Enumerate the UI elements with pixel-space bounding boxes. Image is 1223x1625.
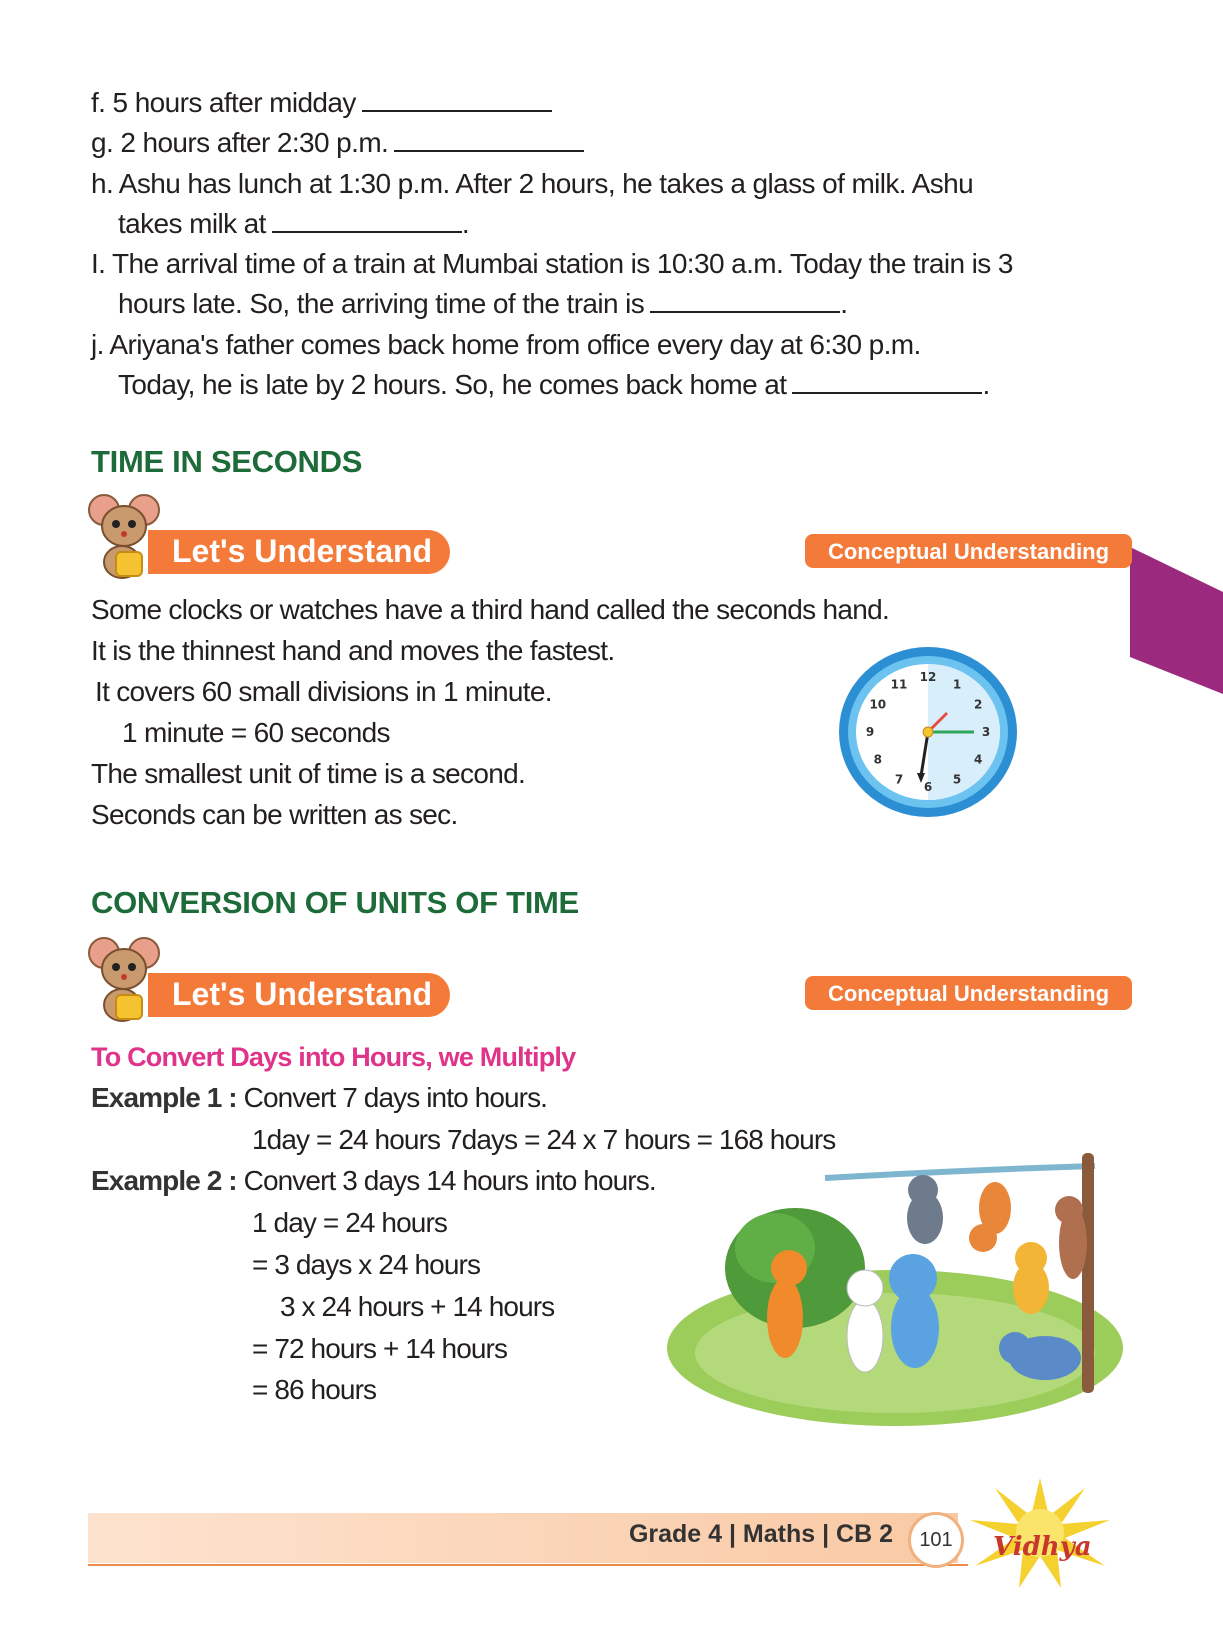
side-tab-shape	[1130, 547, 1223, 694]
seconds-line-5: The smallest unit of time is a second.	[91, 758, 526, 789]
clock-numeral: 1	[952, 677, 962, 692]
playing-cats-illustration	[665, 1148, 1125, 1430]
answer-blank-h[interactable]	[272, 203, 462, 233]
clock-numeral: 2	[974, 697, 983, 712]
clock-numeral: 9	[865, 725, 875, 739]
answer-blank-f[interactable]	[362, 82, 552, 112]
example-1-line-2: 1day = 24 hours 7days = 24 x 7 hours = 168 hours	[252, 1124, 836, 1155]
example-2-label: Example 2 :	[91, 1165, 237, 1196]
lets-understand-label: Let's Understand	[172, 533, 433, 569]
conceptual-understanding-tag	[805, 534, 1132, 568]
example-2-line-6: = 86 hours	[252, 1374, 377, 1405]
example-1-label: Example 1 :	[91, 1082, 237, 1113]
seconds-line-1: Some clocks or watches have a third hand called the seconds hand.	[91, 594, 890, 625]
answer-blank-g[interactable]	[394, 122, 584, 152]
convert-days-subheading: To Convert Days into Hours, we Multiply	[91, 1042, 576, 1072]
clock-numeral: 8	[873, 752, 882, 767]
question-f-text: f. 5 hours after midday	[91, 87, 356, 118]
footer-grade-subject: Grade 4 | Maths | CB 2	[628, 1520, 893, 1548]
question-i-line2: hours late. So, the arriving time of the train is	[118, 288, 645, 319]
footer-divider	[88, 1564, 968, 1566]
lets-understand-pill	[148, 530, 450, 574]
example-1-line-1: Convert 7 days into hours.	[243, 1082, 548, 1113]
seconds-line-2: It is the thinnest hand and moves the fastest.	[91, 635, 615, 666]
seconds-line-3: It covers 60 small divisions in 1 minute.	[95, 676, 552, 707]
lets-understand-pill-2	[148, 973, 450, 1017]
question-f	[91, 82, 552, 124]
clock-numeral: 6	[923, 780, 933, 794]
page-number: 101	[908, 1512, 964, 1568]
answer-blank-j[interactable]	[792, 364, 982, 394]
conceptual-understanding-tag-2	[805, 976, 1132, 1010]
question-i-cont: hours late. So, the arriving time of the train is .	[118, 283, 847, 325]
seconds-line-4: 1 minute = 60 seconds	[122, 717, 390, 748]
example-1-row	[91, 1082, 547, 1114]
clock-numeral: 4	[974, 752, 983, 767]
question-h	[91, 163, 973, 205]
example-2-line-1: Convert 3 days 14 hours into hours.	[243, 1165, 656, 1196]
section-heading-conversion: CONVERSION OF UNITS OF TIME	[91, 885, 579, 920]
section-heading-time-in-seconds: TIME IN SECONDS	[91, 444, 363, 479]
example-2-line-3: = 3 days x 24 hours	[252, 1249, 481, 1280]
example-2-line-5: = 72 hours + 14 hours	[252, 1333, 508, 1364]
example-2-row	[91, 1165, 656, 1197]
example-2-line-4: 3 x 24 hours + 14 hours	[280, 1291, 555, 1322]
answer-blank-i[interactable]	[650, 283, 840, 313]
lets-understand-label-2: Let's Understand	[172, 976, 433, 1012]
question-g-text: g. 2 hours after 2:30 p.m.	[91, 127, 389, 158]
clock-numeral: 7	[894, 772, 904, 787]
question-i	[91, 243, 1013, 285]
clock-numeral: 12	[919, 670, 937, 684]
question-j-line1: j. Ariyana's father comes back home from office every day at 6:30 p.m.	[91, 329, 921, 360]
vidhya-logo-text: Vidhya	[993, 1532, 1092, 1562]
question-h-line2: takes milk at	[118, 208, 266, 239]
conceptual-understanding-label-2: Conceptual Understanding	[827, 981, 1110, 1006]
clock-numeral: 5	[952, 772, 962, 787]
clock-numeral: 3	[981, 725, 991, 739]
seconds-line-6: Seconds can be written as sec.	[91, 799, 458, 830]
question-j	[91, 324, 921, 366]
question-g	[91, 122, 584, 164]
clock-numeral: 10	[869, 697, 887, 712]
question-i-line1: I. The arrival time of a train at Mumbai station is 10:30 a.m. Today the train is 3	[91, 248, 1013, 279]
question-h-line1: h. Ashu has lunch at 1:30 p.m. After 2 hours, he takes a glass of milk. Ashu	[91, 168, 974, 199]
mouse-mascot-icon	[86, 492, 166, 582]
question-h-cont: takes milk at .	[118, 203, 469, 245]
wall-clock-icon	[837, 645, 1019, 819]
question-j-line2: Today, he is late by 2 hours. So, he comes back home at	[118, 369, 787, 400]
clock-numeral: 11	[890, 677, 908, 692]
conceptual-understanding-label: Conceptual Understanding	[827, 539, 1110, 564]
mouse-mascot-icon-2	[86, 935, 166, 1025]
question-j-cont: Today, he is late by 2 hours. So, he comes back home at .	[118, 364, 990, 406]
example-2-line-2: 1 day = 24 hours	[252, 1207, 447, 1238]
